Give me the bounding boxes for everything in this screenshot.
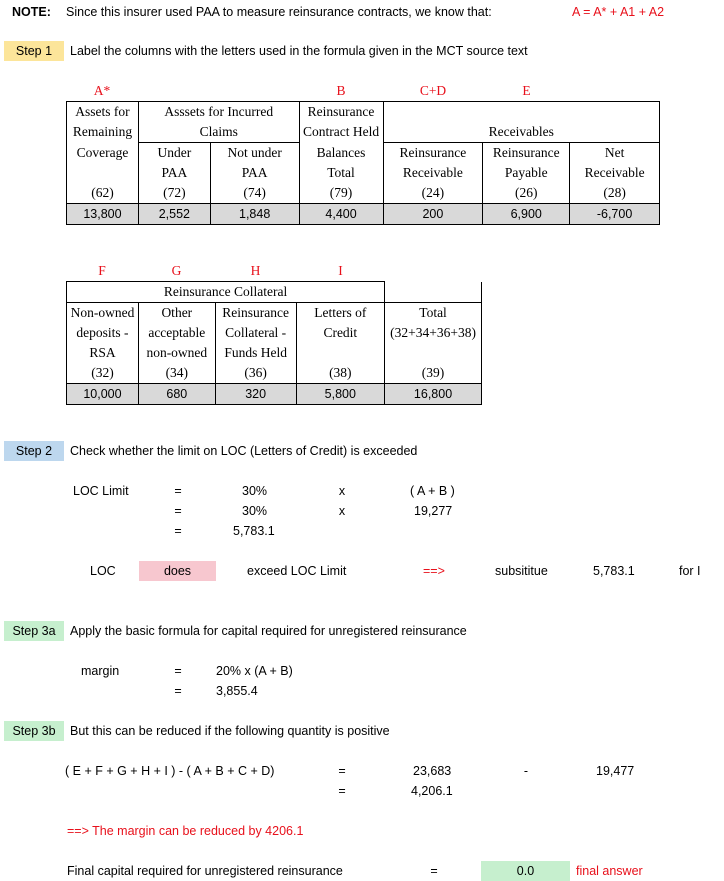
margin-formula: 20% x (A + B) <box>216 664 293 678</box>
eq-1: = <box>174 484 182 498</box>
letter-b: B <box>336 83 346 98</box>
h-reins-4: Total <box>299 163 383 183</box>
h-nonowned-3: RSA <box>67 343 139 363</box>
value-reins-receivable: 200 <box>383 204 483 225</box>
h-incurred-2: Claims <box>138 122 299 143</box>
reduction-v2: 19,477 <box>596 764 635 778</box>
ab-expr: ( A + B ) <box>410 484 455 498</box>
pct-30-a: 30% <box>242 484 268 498</box>
reduction-expr: ( E + F + G + H + I ) - ( A + B + C + D) <box>65 764 275 778</box>
h-net-2: Receivable <box>584 165 645 180</box>
code-72: (72) <box>138 183 210 204</box>
h-under-1: Under <box>138 143 210 164</box>
h-under-2: PAA <box>138 163 210 183</box>
h-rp-1: Reinsurance <box>483 143 570 164</box>
exceed-text: exceed LOC Limit <box>247 564 347 578</box>
h-assets-remaining-2: Remaining <box>67 122 139 143</box>
eq-4: = <box>174 664 182 678</box>
h-rr-1: Reinsurance <box>383 143 483 164</box>
step3a-badge: Step 3a <box>4 621 64 641</box>
reduced-note: ==> The margin can be reduced by 4206.1 <box>67 824 304 838</box>
step2-text: Check whether the limit on LOC (Letters of Credit) is exceeded <box>70 444 418 458</box>
loc-limit-label: LOC Limit <box>73 484 129 498</box>
h-net-1: Net <box>570 143 660 164</box>
letter-a-star: A* <box>93 83 111 98</box>
h-nonowned-1: Non-owned <box>67 303 139 324</box>
code-34: (34) <box>138 363 215 384</box>
h-assets-remaining-1: Assets for <box>67 102 139 123</box>
letter-g: G <box>171 263 182 278</box>
final-answer-label: final answer <box>576 864 643 878</box>
note-text: Since this insurer used PAA to measure reinsurance contracts, we know that: <box>66 5 492 19</box>
step3b-text: But this can be reduced if the following quantity is positive <box>70 724 390 738</box>
final-eq: = <box>430 864 438 878</box>
note-label: NOTE: <box>12 5 51 19</box>
h-notunder-1: Not under <box>210 143 299 164</box>
substitute-value: 5,783.1 <box>593 564 635 578</box>
code-74: (74) <box>210 183 299 204</box>
eq-2: = <box>174 504 182 518</box>
value-assets-remaining: 13,800 <box>67 204 139 225</box>
value-reins-total: 4,400 <box>299 204 383 225</box>
substitute-text: subsititue <box>495 564 548 578</box>
note-formula: A = A* + A1 + A2 <box>572 5 665 19</box>
h-rc-2: Collateral - <box>215 323 296 343</box>
eq-3: = <box>174 524 182 538</box>
h-assets-remaining-3: Coverage <box>67 143 139 164</box>
code-39: (39) <box>421 365 445 380</box>
code-38: (38) <box>296 363 385 384</box>
letter-f: F <box>98 263 106 278</box>
final-label: Final capital required for unregistered reinsurance <box>67 864 343 878</box>
h-nonowned-2: deposits - <box>67 323 139 343</box>
value-under-paa: 2,552 <box>138 204 210 225</box>
ab-value: 19,277 <box>414 504 453 518</box>
pct-30-b: 30% <box>242 504 268 518</box>
minus-sign: - <box>523 764 529 778</box>
code-62: (62) <box>67 183 139 204</box>
h-rc-3: Funds Held <box>215 343 296 363</box>
step3a-text: Apply the basic formula for capital required for unregistered reinsurance <box>70 624 467 638</box>
reduction-v1: 23,683 <box>413 764 452 778</box>
value-letters-of-credit: 5,800 <box>296 384 385 405</box>
value-nonowned-deposits: 10,000 <box>67 384 139 405</box>
step1-text: Label the columns with the letters used in the formula given in the MCT source text <box>70 44 528 58</box>
h-total-1: Total <box>385 303 482 324</box>
loc-limit-result: 5,783.1 <box>233 524 275 538</box>
value-reins-payable: 6,900 <box>483 204 570 225</box>
letter-h: H <box>250 263 261 278</box>
h-incurred-1: Asssets for Incurred <box>138 102 299 123</box>
step3b-badge: Step 3b <box>4 721 64 741</box>
eq-5: = <box>174 684 182 698</box>
step2-badge: Step 2 <box>4 441 64 461</box>
h-other-1: Other <box>138 303 215 324</box>
code-24: (24) <box>383 183 483 204</box>
reinsurance-collateral-table <box>66 281 482 405</box>
value-other-acceptable: 680 <box>138 384 215 405</box>
letter-c-plus-d: C+D <box>419 83 447 98</box>
h-rr-2: Receivable <box>383 163 483 183</box>
step1-badge: Step 1 <box>4 41 64 61</box>
margin-result: 3,855.4 <box>216 684 258 698</box>
h-rp-2: Payable <box>483 163 570 183</box>
h-loc-2: Credit <box>296 323 385 343</box>
loc-label: LOC <box>90 564 116 578</box>
h-other-3: non-owned <box>138 343 215 363</box>
h-loc-1: Letters of <box>296 303 385 324</box>
h-receivables: Receivables <box>488 124 554 139</box>
value-funds-held: 320 <box>215 384 296 405</box>
capital-assets-table <box>66 101 660 225</box>
does-highlight: does <box>139 561 216 581</box>
h-total-2: (32+34+36+38) <box>390 325 476 340</box>
letter-e: E <box>522 83 531 98</box>
code-32: (32) <box>67 363 139 384</box>
code-79: (79) <box>299 183 383 204</box>
final-value: 0.0 <box>481 861 570 881</box>
eq-6: = <box>338 764 346 778</box>
times-1: x <box>338 484 346 498</box>
h-rc-1: Reinsurance <box>215 303 296 324</box>
for-i-text: for I <box>679 564 701 578</box>
h-reins-1: Reinsurance <box>299 102 383 123</box>
eq-7: = <box>338 784 346 798</box>
h-reins-3: Balances <box>299 143 383 164</box>
code-28: (28) <box>603 185 626 200</box>
h-collateral-group: Reinsurance Collateral <box>67 282 385 303</box>
code-26: (26) <box>483 183 570 204</box>
code-36: (36) <box>215 363 296 384</box>
h-other-2: acceptable <box>138 323 215 343</box>
letter-i: I <box>338 263 343 278</box>
margin-label: margin <box>81 664 120 678</box>
value-net-receivable: -6,700 <box>570 204 660 225</box>
value-not-under-paa: 1,848 <box>210 204 299 225</box>
h-notunder-2: PAA <box>210 163 299 183</box>
arrow-1: ==> <box>423 564 445 578</box>
times-2: x <box>338 504 346 518</box>
reduction-result: 4,206.1 <box>411 784 453 798</box>
h-reins-2: Contract Held <box>299 122 383 143</box>
value-collateral-total: 16,800 <box>385 384 482 405</box>
